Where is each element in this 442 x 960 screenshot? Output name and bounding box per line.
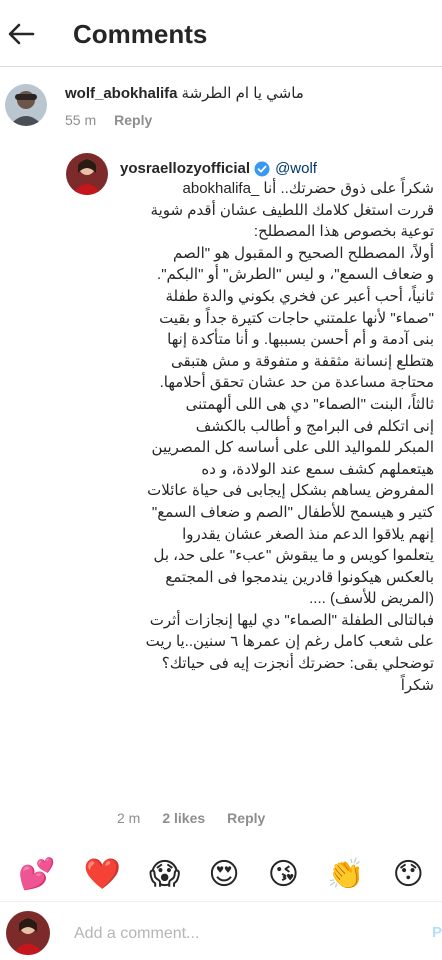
reply-line: المبكر للمواليد اللى على أساسه كل المصريين	[151, 439, 434, 457]
avatar[interactable]	[5, 84, 47, 126]
reply-line: شكراً على ذوق حضرتك.. أنا _abokhalifa	[182, 180, 434, 197]
mention-link[interactable]: @wolf	[275, 160, 317, 177]
reply-line: توعية بخصوص هذا المصطلح:	[253, 223, 434, 241]
reply-username[interactable]: yosraellozyofficial	[120, 160, 251, 177]
reply-line: يتعلموا كويس و ما يبقوش "عبء" على حد، بل	[153, 547, 434, 565]
clapping-hands-emoji-button[interactable]: 👏	[327, 857, 365, 892]
reply-line: بالعكس هيكونوا قادرين يندمجوا فى المجتمع	[165, 568, 434, 586]
reply-line: على شعب كامل رغم إن عمرها ٦ سنين..يا ريت	[145, 633, 434, 651]
arrow-left-icon	[7, 22, 35, 46]
reply-line: أولاً، المصطلح الصحيح و المقبول هو "الصم	[173, 244, 434, 262]
reply-header	[120, 159, 317, 179]
two-hearts-emoji-button[interactable]: 💕	[18, 857, 56, 892]
reply-line: إنهم يلاقوا الدعم منذ الصغر عشان يقدروا	[182, 525, 434, 543]
reply-line: (المريض للأسف) ....	[309, 590, 434, 608]
composer-divider	[0, 901, 442, 902]
reply-line: كتير و هيسمح للأطفال "الصم و ضعاف السمع"	[151, 503, 434, 521]
comment-text	[65, 83, 435, 105]
reply-line: هتطلع إنسانة مثقفة و متفوقة و مش هتبقى	[171, 352, 434, 370]
likes-count-button[interactable]: 2 likes	[162, 810, 206, 826]
verified-badge-icon	[254, 161, 270, 177]
reply-button[interactable]: Reply	[114, 112, 153, 128]
emoji-reaction-bar	[0, 851, 442, 899]
comment-input[interactable]	[74, 921, 414, 947]
reply-line: شكراً	[400, 676, 434, 694]
reply-line: إنى اتكلم فى البرامج و أطالب بالكشف	[195, 417, 434, 435]
reply-line: فبالتالى الطفلة "الصماء" دي ليها إنجازات أثرت	[149, 611, 434, 629]
kissing-heart-emoji-button[interactable]: 😘	[267, 857, 300, 892]
comment-message: ماشي يا ام الطرشة	[181, 85, 304, 102]
page-title: Comments	[73, 19, 208, 49]
hushed-face-emoji-button[interactable]: 😯	[392, 857, 424, 892]
comment-meta	[65, 111, 152, 129]
reply-line: "صماء" لأنها علمتني حاجات كتيرة جداً و بقيت	[159, 309, 434, 327]
post-button[interactable]: P	[432, 924, 442, 941]
reply-line: المفروض يساهم بشكل إيجابى فى حياة عائلات	[147, 482, 434, 500]
reply-line: هيتعملهم كشف سمع عند الولادة، و ده	[201, 460, 434, 478]
reply-body	[114, 178, 434, 696]
reply-line: و ضعاف السمع"، و ليس "الطرش" أو "البكم".	[157, 266, 434, 284]
reply-line: قررت استغل كلامك اللطيف عشان أقدم شوية	[150, 201, 434, 219]
avatar[interactable]	[66, 153, 108, 195]
reply-line: ثالثاً، البنت "الصماء" دي هى اللى ألهمتنى	[185, 395, 434, 413]
reply-line: محتاجة مساعدة من حد عشان تحقق أحلامها.	[159, 374, 434, 392]
comments-header	[0, 0, 442, 66]
reply-time: 2 m	[117, 810, 141, 826]
reply-line: ثانياً، أحب أعبر عن فخري بكوني والدة طفلة	[165, 287, 434, 305]
comment-time: 55 m	[65, 112, 97, 128]
header-divider	[0, 66, 442, 67]
reply-meta	[117, 809, 265, 827]
reply-line: بنى آدمة و أم أحسن بسببها. و أنا متأكدة إنها	[167, 331, 434, 349]
heart-eyes-emoji-button[interactable]: 😍	[208, 857, 240, 892]
reply-line: توضحلي بقى: حضرتك أنجزت إيه فى حياتك؟	[161, 655, 434, 673]
screaming-face-emoji-button[interactable]: 😱	[148, 857, 181, 892]
comment-username[interactable]: wolf_abokhalifa	[65, 85, 178, 102]
red-heart-emoji-button[interactable]: ❤️	[83, 857, 121, 892]
reply-button[interactable]: Reply	[227, 810, 266, 826]
back-button[interactable]	[4, 17, 38, 51]
avatar[interactable]	[6, 911, 50, 955]
